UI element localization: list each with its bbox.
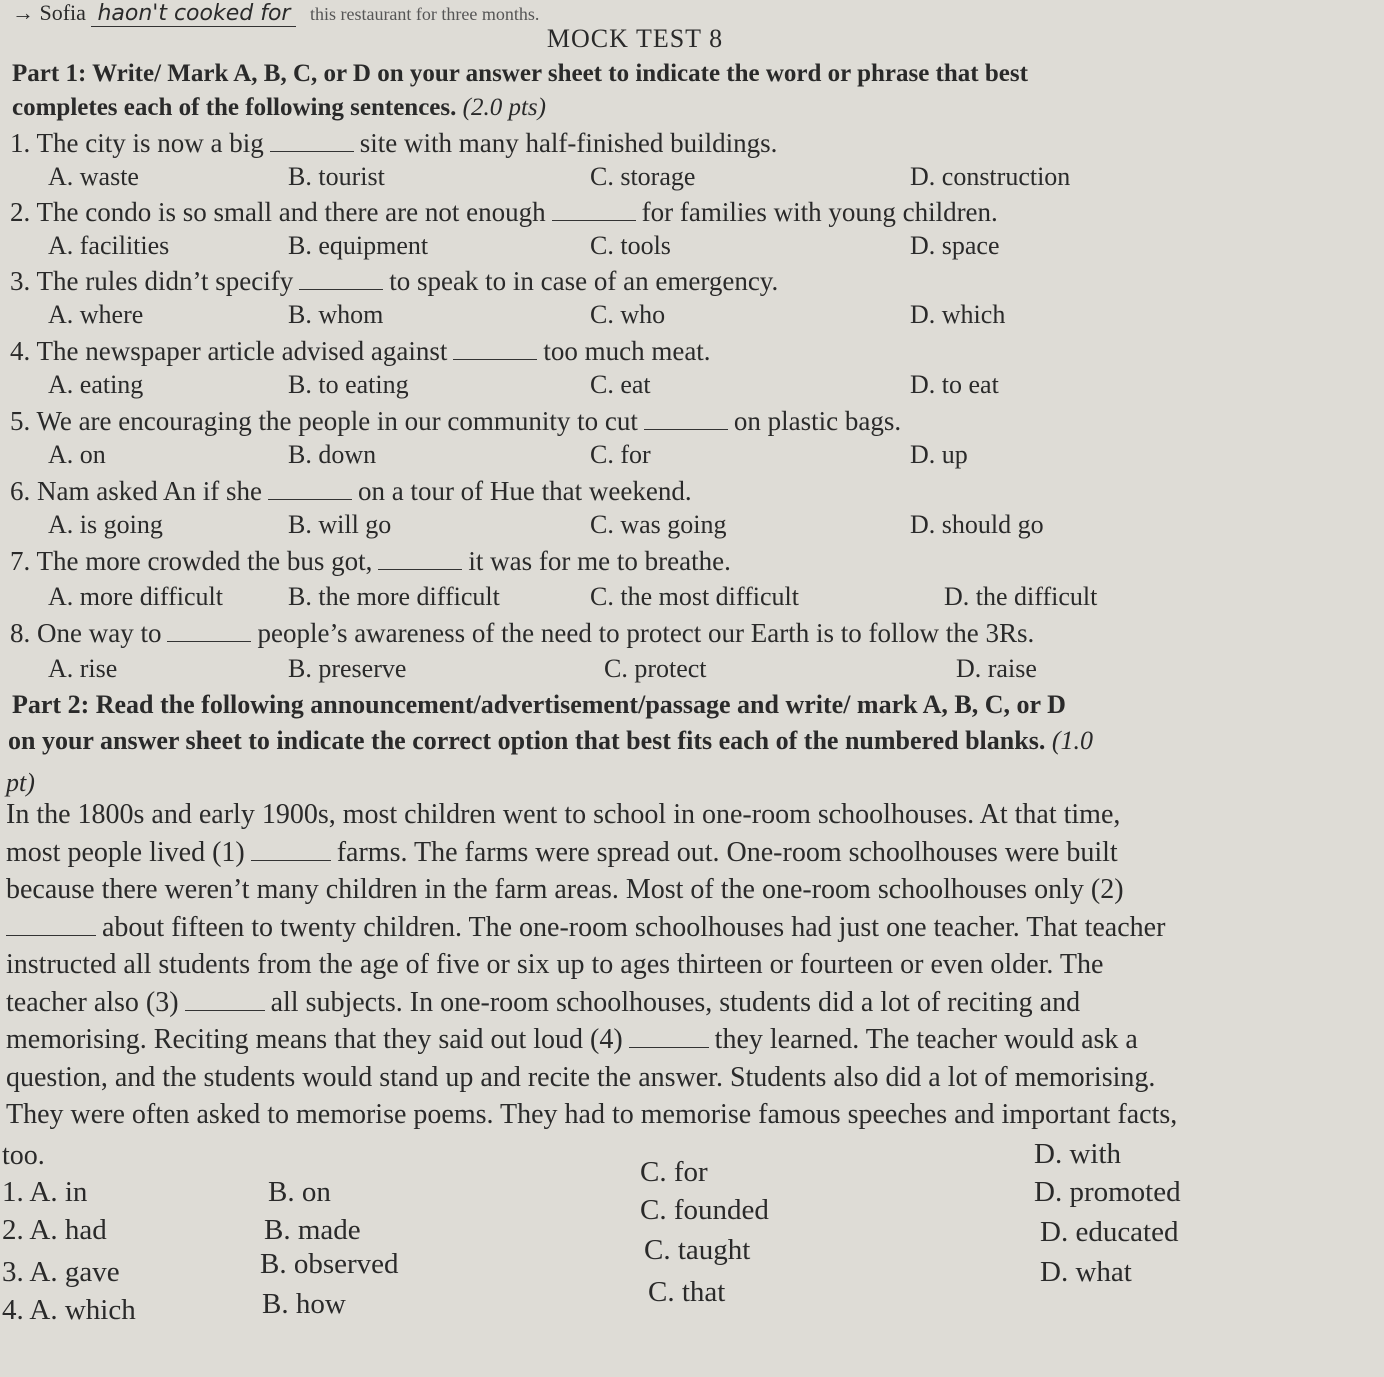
option-d: D. raise xyxy=(956,654,1037,683)
question-6-options xyxy=(0,510,1384,544)
option-a: 2. A. had xyxy=(2,1214,107,1246)
cut-sentence-text: this restaurant for three months. xyxy=(309,4,540,24)
question-3-options xyxy=(0,300,1384,334)
answer-blank[interactable] xyxy=(268,498,352,500)
option-d: D. up xyxy=(910,440,968,469)
option-a: A. where xyxy=(48,300,144,329)
question-5: 5. We are encouraging the people in our community to cut on plastic bags. xyxy=(10,406,902,436)
option-a: A. on xyxy=(48,440,106,469)
option-b: B. tourist xyxy=(288,162,385,191)
part2-instruction-line1: Part 2: Read the following announcement/advertisement/passage and write/ mark A, B, C, or D xyxy=(12,690,1066,719)
option-a: A. eating xyxy=(48,370,144,399)
option-d: D. the difficult xyxy=(944,582,1098,611)
passage-blank-4[interactable] xyxy=(629,1046,709,1048)
option-a: A. waste xyxy=(48,162,139,191)
passage: In the 1800s and early 1900s, most children went to school in one-room schoolhouses. At that time, most people lived (1) farms. The farms were spread out. One-room schoolhouses were built because there weren’t many children in the farm areas. Most of the one-room schoolhouses only (2) about fifteen to twenty children. The one-room schoolhouses had just one teacher. That teacher instructed all students from the age of five or six up to ages thirteen or fourteen or even older. The teacher also (3) all subjects. In one-room schoolhouses, students did a lot of reciting and memorising. Reciting means that they said out loud (4) they learned. The teacher would ask a question, and the students would stand up and recite the answer. Students also did a lot of memorising. They were often asked to memorise poems. They had to memorise famous speeches and important facts, xyxy=(6,799,1178,1130)
part1-instruction-line2: completes each of the following sentences. (2.0 pts) xyxy=(12,94,546,121)
option-d: D. promoted xyxy=(1034,1176,1181,1208)
option-d: D. to eat xyxy=(910,370,999,399)
option-c: C. that xyxy=(648,1276,726,1308)
sofia-text: Sofia xyxy=(39,0,86,25)
part1-points: (2.0 pts) xyxy=(462,94,546,121)
option-b: B. observed xyxy=(260,1248,399,1280)
option-c: C. storage xyxy=(590,162,696,191)
option-a: A. facilities xyxy=(48,231,170,260)
option-b: B. preserve xyxy=(288,654,407,683)
option-b: B. the more difficult xyxy=(288,582,500,611)
option-c: C. tools xyxy=(590,231,671,260)
passage-blank-2[interactable] xyxy=(6,934,96,936)
option-d: D. with xyxy=(1034,1138,1121,1170)
question-5-options xyxy=(0,440,1384,474)
option-b: B. on xyxy=(268,1176,331,1208)
option-d: D. space xyxy=(910,231,1000,260)
option-b: B. will go xyxy=(288,510,392,539)
option-d: D. should go xyxy=(910,510,1044,539)
question-2: 2. The condo is so small and there are not enough for families with young children. xyxy=(10,197,998,227)
answer-blank[interactable] xyxy=(167,640,251,642)
option-b: B. down xyxy=(288,440,377,469)
option-a: 3. A. gave xyxy=(2,1256,120,1288)
question-8: 8. One way to people’s awareness of the need to protect our Earth is to follow the 3Rs. xyxy=(10,618,1035,648)
part2-instruction-line2: on your answer sheet to indicate the correct option that best fits each of the numbered blanks. (1.0 xyxy=(8,726,1093,755)
handwritten-answer: haon't cooked for xyxy=(91,1,296,27)
option-a: 1. A. in xyxy=(2,1176,88,1208)
part1-instruction-line1: Part 1: Write/ Mark A, B, C, or D on your answer sheet to indicate the word or phrase that best xyxy=(12,60,1028,87)
question-4-options xyxy=(0,370,1384,404)
option-d: D. which xyxy=(910,300,1006,329)
question-3: 3. The rules didn’t specify to speak to in case of an emergency. xyxy=(10,266,779,296)
option-a: A. rise xyxy=(48,654,118,683)
option-d: D. construction xyxy=(910,162,1071,191)
answer-blank[interactable] xyxy=(453,358,537,360)
option-b: B. how xyxy=(262,1288,346,1320)
question-2-options xyxy=(0,231,1384,265)
option-a: A. more difficult xyxy=(48,582,223,611)
part2-points: pt) xyxy=(6,768,35,797)
answer-blank[interactable] xyxy=(644,428,728,430)
option-b: B. equipment xyxy=(288,231,429,260)
question-1: 1. The city is now a big site with many half-finished buildings. xyxy=(10,128,778,158)
question-7: 7. The more crowded the bus got, it was for me to breathe. xyxy=(10,546,731,576)
previous-question-fragment xyxy=(12,0,539,26)
option-d: D. what xyxy=(1040,1256,1132,1288)
passage-end: too. xyxy=(2,1140,45,1171)
question-8-options xyxy=(0,654,1384,688)
answer-blank[interactable] xyxy=(378,568,462,570)
passage-blank-1[interactable] xyxy=(251,859,331,861)
option-c: C. eat xyxy=(590,370,651,399)
question-1-options xyxy=(0,162,1384,196)
option-c: C. the most difficult xyxy=(590,582,799,611)
passage-blank-3[interactable] xyxy=(185,1009,265,1011)
question-4: 4. The newspaper article advised against too much meat. xyxy=(10,336,711,366)
question-7-options xyxy=(0,582,1384,616)
option-b: B. to eating xyxy=(288,370,409,399)
arrow-icon: → xyxy=(12,0,34,25)
option-b: B. made xyxy=(264,1214,361,1246)
option-c: C. for xyxy=(640,1156,708,1188)
option-c: C. taught xyxy=(644,1234,751,1266)
option-c: C. founded xyxy=(640,1194,769,1226)
option-c: C. for xyxy=(590,440,651,469)
option-c: C. who xyxy=(590,300,666,329)
question-6: 6. Nam asked An if she on a tour of Hue that weekend. xyxy=(10,476,692,506)
option-b: B. whom xyxy=(288,300,384,329)
option-d: D. educated xyxy=(1040,1216,1179,1248)
option-c: C. protect xyxy=(604,654,707,683)
option-a: 4. A. which xyxy=(2,1294,136,1326)
option-a: A. is going xyxy=(48,510,163,539)
page-title: MOCK TEST 8 xyxy=(546,24,724,53)
option-c: C. was going xyxy=(590,510,727,539)
answer-blank[interactable] xyxy=(270,150,354,152)
answer-blank[interactable] xyxy=(299,288,383,290)
answer-blank[interactable] xyxy=(552,219,636,221)
